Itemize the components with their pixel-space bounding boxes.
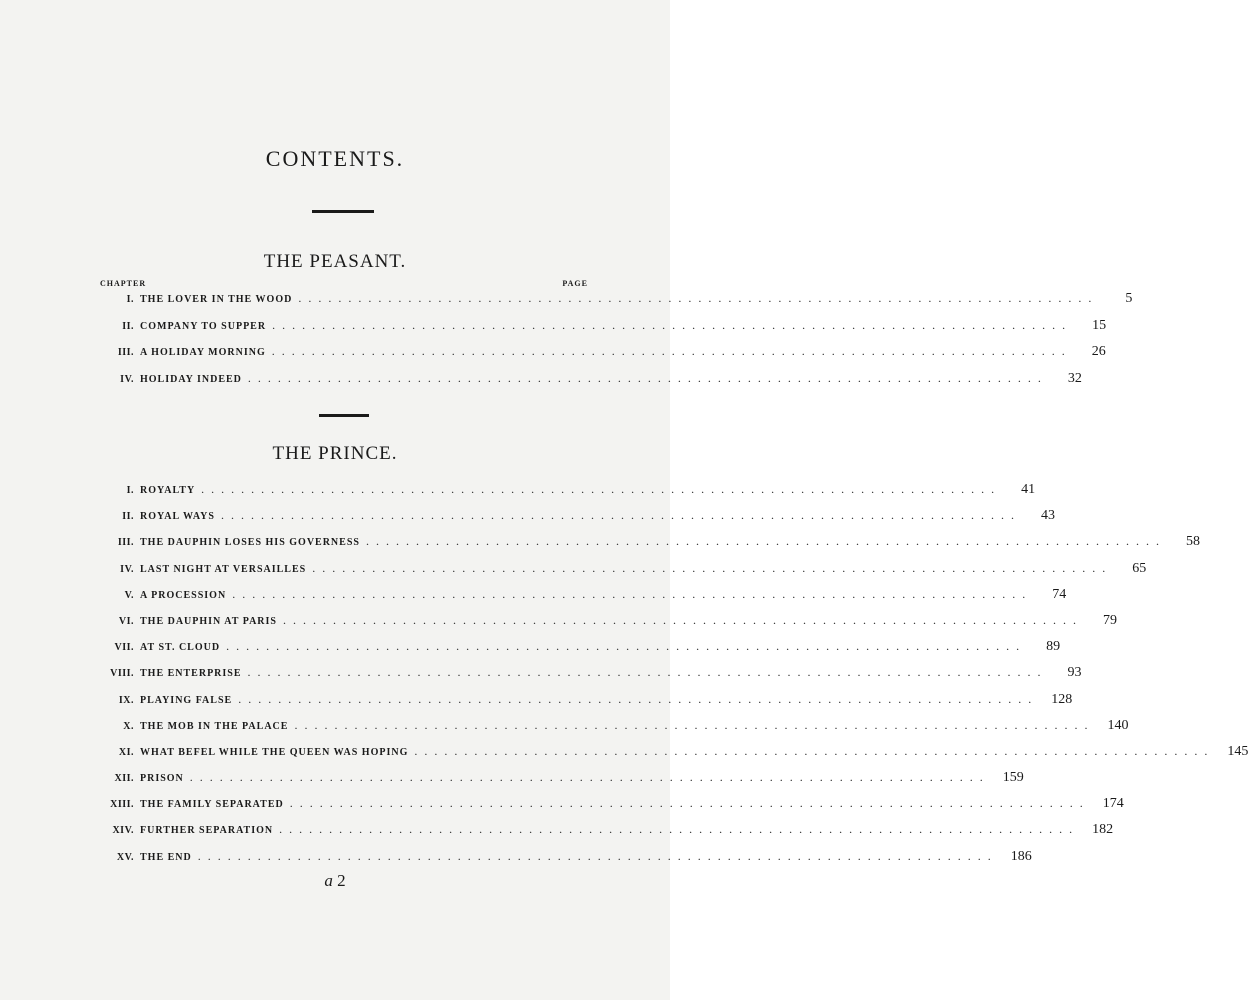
chapter-number: XII. [114,773,134,785]
dot-leader: ................................................................................ [414,743,1215,758]
page-number: 65 [1132,560,1147,576]
page-column-header: PAGE [562,279,588,288]
page-number: 79 [1102,612,1117,628]
page-number: 74 [1052,586,1067,602]
chapter-title: THE FAMILY SEPARATED [140,799,284,811]
dot-leader: ................................................................................ [271,344,1072,358]
dot-leader: ................................................................................ [279,822,1080,837]
dot-leader: ................................................................................ [247,665,1048,680]
chapter-number: IV. [120,373,134,385]
page-number: 174 [1102,796,1124,812]
chapter-number: VII. [114,642,134,654]
dot-leader: ................................................................................ [282,612,1083,627]
toc-entry [96,770,1024,796]
toc-entry [96,344,1106,371]
chapter-title: THE DAUPHIN AT PARIS [140,615,277,627]
chapter-title: AT ST. CLOUD [140,642,221,654]
dot-leader: ................................................................................ [272,317,1073,332]
page-title: CONTENTS. [265,146,405,171]
page-folio [0,871,670,891]
toc-entry [96,586,1067,613]
toc-list-prince [96,482,1248,875]
chapter-title: LAST NIGHT AT VERSAILLES [140,563,307,575]
toc-entry [96,291,1133,318]
toc-entry [96,612,1117,639]
dot-leader: ................................................................................ [201,482,1002,496]
chapter-number: I. [126,485,134,496]
dot-leader: ................................................................................ [289,796,1090,811]
dot-leader: ................................................................................ [232,586,1033,601]
chapter-number: XV. [116,851,134,863]
section-title-peasant: THE PEASANT. [263,251,407,272]
chapter-number: IV. [120,563,134,575]
chapter-title: HOLIDAY INDEED [140,373,242,385]
title-divider [312,210,374,213]
chapter-number: VI. [118,615,134,627]
toc-entry [96,822,1114,848]
page-number: 15 [1092,317,1107,333]
page-number: 140 [1107,717,1129,733]
page-number: 5 [1125,291,1133,306]
toc-entry [96,691,1073,718]
toc-entry [96,482,1036,508]
chapter-title: THE MOB IN THE PALACE [140,720,289,732]
chapter-column-header: CHAPTER [100,279,147,288]
toc-entry [96,796,1124,822]
dot-leader: ................................................................................ [365,534,1166,549]
page-number: 43 [1040,508,1055,524]
chapter-number: II. [122,320,134,332]
page-number: 26 [1091,344,1106,359]
chapter-title: A PROCESSION [140,589,227,601]
dot-leader: ................................................................................ [226,639,1027,654]
dot-leader: ................................................................................ [294,717,1095,732]
page-number: 159 [1002,770,1024,786]
chapter-title: PLAYING FALSE [140,694,233,706]
chapter-number: I. [126,294,134,305]
page-number: 128 [1051,691,1073,707]
chapter-title: PRISON [140,773,184,785]
page-number: 41 [1021,482,1036,497]
section-title-prince: THE PRINCE. [272,443,398,464]
page-number: 93 [1067,665,1082,681]
chapter-title: ROYAL WAYS [140,511,215,523]
folio-letter: a [324,871,333,890]
dot-leader: ................................................................................ [298,291,1099,305]
chapter-number: XIV. [112,825,134,837]
toc-entry [96,639,1061,665]
chapter-title: THE DAUPHIN LOSES HIS GOVERNESS [140,537,360,549]
dot-leader: ................................................................................ [247,370,1048,385]
dot-leader: ................................................................................ [312,560,1113,575]
chapter-title: THE LOVER IN THE WOOD [140,294,293,305]
page-number: 32 [1067,370,1082,386]
chapter-number: V. [124,589,134,601]
toc-entry [96,717,1129,744]
chapter-title: A HOLIDAY MORNING [140,347,266,358]
page-number: 182 [1092,822,1114,838]
toc-entry [96,534,1200,560]
toc-entry [96,317,1107,345]
dot-leader: ................................................................................ [189,770,990,785]
chapter-number: X. [123,720,134,732]
chapter-number: II. [122,511,134,523]
chapter-title: ROYALTY [140,485,196,496]
toc-entry [96,560,1147,587]
chapter-number: IX. [118,694,134,706]
toc-entry [96,370,1082,398]
chapter-number: XIII. [110,799,134,811]
chapter-title: THE ENTERPRISE [140,668,242,680]
chapter-title: WHAT BEFEL WHILE THE QUEEN WAS HOPING [140,746,409,758]
page-number: 89 [1046,639,1061,655]
section-divider [319,414,369,417]
dot-leader: ................................................................................ [220,508,1021,523]
toc-entry [96,508,1055,534]
toc-entry [96,665,1082,691]
folio-number: 2 [337,871,346,890]
page-number: 58 [1185,534,1200,550]
dot-leader: ................................................................................ [197,848,998,863]
chapter-number: III. [117,537,134,549]
chapter-number: III. [117,347,134,358]
page-number: 145 [1227,743,1248,759]
dot-leader: ................................................................................ [238,691,1039,706]
chapter-title: FURTHER SEPARATION [140,825,274,837]
chapter-number: XI. [118,746,134,758]
chapter-number: VIII. [110,668,134,680]
chapter-title: COMPANY TO SUPPER [140,320,267,332]
toc-list-peasant [96,291,1133,397]
chapter-title: THE END [140,851,192,863]
page-number: 186 [1010,848,1032,864]
toc-entry [96,743,1248,770]
